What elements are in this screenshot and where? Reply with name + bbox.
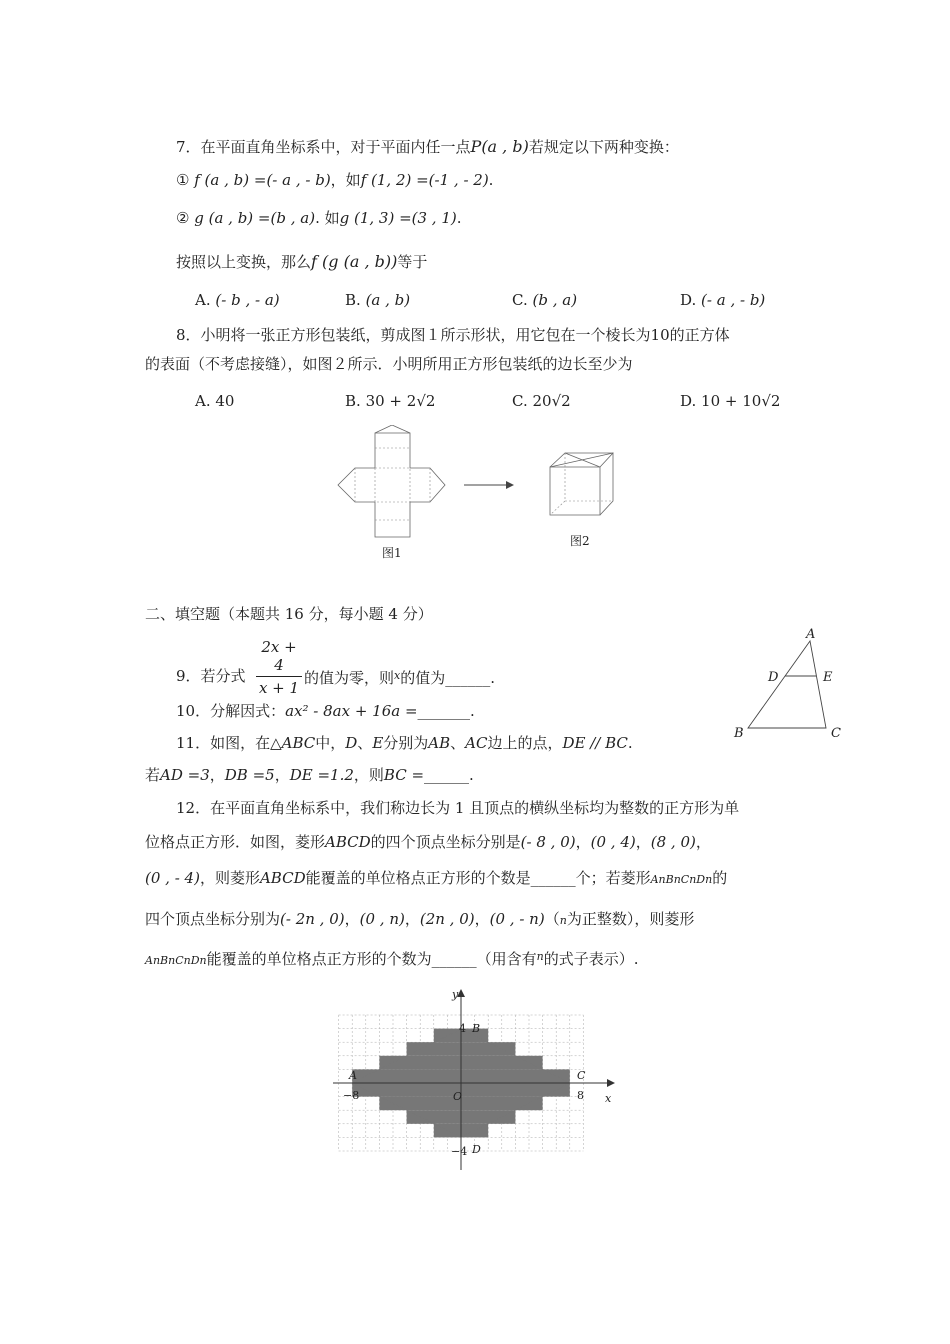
q12-text: 的 [712,869,728,887]
cube-front [550,467,600,515]
option-label: C. [512,392,528,410]
q12-text: 能覆盖的单位格点正方形的个数为______（用含有 [206,950,537,968]
q11-text: ，则 [353,766,384,784]
q11-ab: AB [428,734,451,752]
q7-rule2-ex: g (1, 3) =(3 , 1) [339,209,457,227]
q11-triangle-figure [728,625,846,747]
q9-numerator: 2x + 4 [261,638,297,674]
vertex-a-label: A [349,1069,357,1082]
option-value: (a , b) [365,291,411,309]
fig1-top-triangle [375,425,410,433]
q12-text: （ [544,910,560,928]
q12-n: n [559,914,567,927]
fig2-caption: 图2 [570,534,590,548]
fig1-outline [338,433,445,537]
q7-rule2-def: g (a , b) =(b , a) [194,209,316,227]
x-arrow-icon [607,1079,615,1087]
q7-rule1 [176,170,493,190]
q9-var: x [394,669,401,682]
q12-text: ， [404,910,420,928]
q12-text: ， [635,833,651,851]
option-label: B. [345,291,361,309]
q8-option-c [512,391,571,411]
q7-rule2 [176,208,462,228]
option-value: 20√2 [532,392,571,410]
fig1-fold-lines [355,448,430,520]
q8-option-a [195,391,234,411]
q12-n: n [536,950,544,963]
q11-de: DE =1.2 [289,766,354,784]
option-label: D. [680,291,697,309]
q7-rule2-mark: ② [176,209,190,227]
option-label: A. [195,291,211,309]
option-value: 40 [215,392,235,410]
q12-text: 的四个顶点坐标分别是 [370,833,521,851]
q9-rest [304,666,495,688]
tick-bottom: −4 [451,1145,468,1158]
label-c: C [831,726,841,741]
q12-point: (2n , 0) [419,910,475,928]
q7-rule1-mark: ① [176,171,190,189]
q8-line2: 的表面（不考虑接缝），如图２所示．小明所用正方形包装纸的边长至少为 [145,355,633,373]
option-value: (- a , - b) [701,291,766,309]
q11-ad: AD =3 [160,766,210,784]
q7-option-b [345,290,410,310]
option-label: D. [680,392,697,410]
q11-db: DB =5 [224,766,275,784]
q12-text: 位格点正方形．如图，菱形 [145,833,326,851]
q8-option-b [345,391,435,411]
q7-point: P(a , b) [470,137,529,156]
fig1-caption: 图1 [382,546,402,560]
q11-text: . [627,734,633,752]
q7-stem-b: 若规定以下两种变换： [528,138,679,156]
q7-rule1-ex: f (1, 2) =(-1 , - 2) [360,171,489,189]
q7-ask-expr: f (g (a , b)) [311,252,398,271]
q9-denominator: x + 1 [258,679,300,697]
q12-text: ， [474,910,490,928]
q12-anbn: AnBnCnDn [650,873,713,886]
option-label: C. [512,291,528,309]
triangle-abc [748,641,826,728]
q12-line3 [145,868,727,890]
q10-expr: ax² - 8ax + 16a = [285,702,418,720]
q11-parallel: DE // BC [562,734,628,752]
q9-suffix: 的值为______. [400,669,496,687]
q8-line1: 8．小明将一张正方形包装纸，剪成图１所示形状，用它包在一个棱长为10的正方体 [176,326,730,344]
option-value: (- b , - a) [215,291,280,309]
section2-heading: 二、填空题（本题共 16 分，每小题 4 分） [145,605,433,623]
option-label: A. [195,392,211,410]
y-label: y [452,988,459,1001]
q12-point: (- 8 , 0) [520,833,576,851]
q9-prefix: 9．若分式 [176,667,246,685]
q7-option-d [680,290,765,310]
q9-mid: 的值为零，则 [304,669,395,687]
label-d: D [768,670,779,685]
label-e: E [823,670,833,685]
option-label: B. [345,392,361,410]
q11-text: 分别为 [383,734,429,752]
vertex-d-label: D [472,1143,481,1156]
q7-ask-a: 按照以上变换，那么 [176,253,312,271]
q12-line4 [145,909,694,931]
q12-grid-graph [325,985,625,1180]
q11-point-e: E [372,734,384,752]
q11-line1 [176,733,633,753]
label-b: B [734,726,744,741]
cube-side [600,453,613,515]
arrow-icon [462,478,517,492]
origin-label: O [453,1090,463,1103]
q11-text: 11．如图，在 [176,734,271,752]
q10 [176,701,475,721]
q8-option-d [680,391,780,411]
q12-point: (0 , 4) [590,833,636,851]
tick-left: −8 [343,1089,360,1102]
vertex-b-label: B [472,1022,481,1035]
q12-text: 的式子表示）. [543,950,639,968]
q12-text: ， [344,910,360,928]
q12-anbn: AnBnCnDn [145,954,207,967]
q11-bc: BC = [383,766,425,784]
q12-point: (0 , n) [359,910,405,928]
q12-line5 [145,947,639,971]
q12-text: ， [575,833,591,851]
vertex-c-label: C [577,1069,586,1082]
q12-point: (8 , 0) [650,833,696,851]
q7-stem-a: 7．在平面直角坐标系中，对于平面内任一点 [176,138,471,156]
cube-top-diagonals [550,453,613,467]
q7-ask-b: 等于 [397,253,428,271]
option-value: 30 + 2√2 [365,392,436,410]
q12-text: ， [695,833,711,851]
label-a: A [806,627,816,642]
x-label: x [605,1092,612,1105]
q8-figure1 [330,425,460,565]
q12-text: ，则菱形 [199,869,260,887]
q12-text: 为正整数），则菱形 [566,910,695,928]
q12-text: 能覆盖的单位格点正方形的个数是______个；若菱形 [305,869,651,887]
q7-rule1-end: . [488,171,494,189]
q7-option-c [512,290,577,310]
q11-text: 若 [145,766,161,784]
q7-stem [176,137,679,157]
tick-top: 4 [459,1022,466,1035]
q11-text: ， [274,766,290,784]
option-value: (b , a) [532,291,578,309]
q7-rule1-mid: ，如 [330,171,361,189]
q11-text: ______. [424,766,474,784]
option-value: 10 + 10√2 [701,392,781,410]
q12-point: (- 2n , 0) [280,910,345,928]
q9-fraction [256,638,302,697]
q12-point: (0 , - 4) [145,869,200,887]
q12-abcd: ABCD [259,869,306,887]
q11-text: 边上的点， [487,734,563,752]
q7-option-a [195,290,280,310]
q12-line1: 12．在平面直角坐标系中，我们称边长为 1 且顶点的横纵坐标均为整数的正方形为单 [176,799,740,817]
cube-hidden-edges [550,453,613,515]
q12-abcd: ABCD [325,833,371,851]
q12-line2 [145,832,711,852]
q11-text: 、 [450,734,466,752]
q11-text: 中， [315,734,346,752]
q12-text: 四个顶点坐标分别为 [145,910,281,928]
tick-right: 8 [577,1089,584,1102]
q8-figure2 [540,445,625,555]
q7-ask [176,252,427,272]
q7-rule2-end: . [456,209,462,227]
q11-text: 、 [357,734,373,752]
q7-rule1-def: f (a , b) =(- a , - b) [194,171,331,189]
q11-text: ， [209,766,225,784]
q10-prefix: 10．分解因式： [176,702,286,720]
q11-line2 [145,765,474,785]
q10-suffix: _______. [417,702,475,720]
q11-triangle: △ABC [270,734,316,752]
q11-point-d: D [345,734,358,752]
q7-rule2-mid: . 如 [315,209,340,227]
q12-point: (0 , - n) [489,910,545,928]
q11-ac: AC [465,734,488,752]
